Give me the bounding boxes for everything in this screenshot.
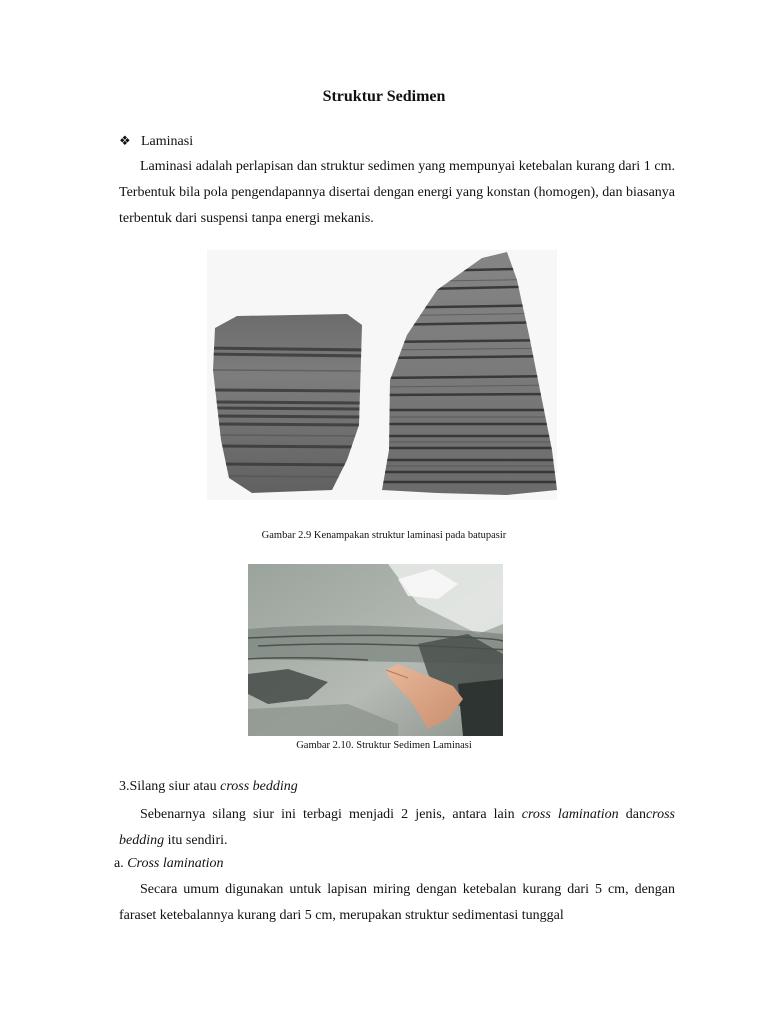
section-3-heading xyxy=(119,779,298,795)
diamond-bullet-icon: ❖ xyxy=(119,133,131,148)
subsection-a-prefix: a. xyxy=(114,856,128,871)
section-3-text-a: Sebenarnya silang siur ini terbagi menjadi 2 jenis, antara lain xyxy=(140,807,522,822)
laminasi-paragraph: Laminasi adalah perlapisan dan struktur sedimen yang mempunyai ketebalan kurang dari 1 cm. Terbentuk bila pola pengendapannya disertai dengan energi yang konstan (homogen), dan biasanya terbentuk dari suspensi tanpa energi mekanis. xyxy=(119,159,675,226)
section-3-text-e: itu sendiri. xyxy=(164,833,228,848)
subsection-a-paragraph: Secara umum digunakan untuk lapisan miring dengan ketebalan kurang dari 5 cm, dengan faraset ketebalannya kurang dari 5 cm, merupakan struktur sedimentasi tunggal xyxy=(119,882,675,923)
section-laminasi-heading xyxy=(119,133,193,150)
section-3-text-c: dan xyxy=(618,807,646,822)
laminasi-rock-figure xyxy=(207,250,557,500)
section-3-term-cross-lamination: cross lamination xyxy=(521,807,619,822)
section-heading-label: Laminasi xyxy=(141,134,194,149)
subsection-a-term: Cross lamination xyxy=(127,856,224,871)
subsection-a-heading xyxy=(114,856,224,872)
figure-2-9-caption: Gambar 2.9 Kenampakan struktur laminasi pada batupasir xyxy=(261,530,507,541)
section-3-heading-term: cross bedding xyxy=(220,779,298,794)
section-3-paragraph xyxy=(119,802,675,854)
laminasi-outcrop-photo xyxy=(248,564,503,736)
page-title: Struktur Sedimen xyxy=(322,88,446,105)
figure-2-10-caption: Gambar 2.10. Struktur Sedimen Laminasi xyxy=(296,740,472,751)
section-3-heading-prefix: 3.Silang siur atau xyxy=(119,779,221,794)
section-3-term-cross-bedding: cross bedding xyxy=(119,807,675,848)
